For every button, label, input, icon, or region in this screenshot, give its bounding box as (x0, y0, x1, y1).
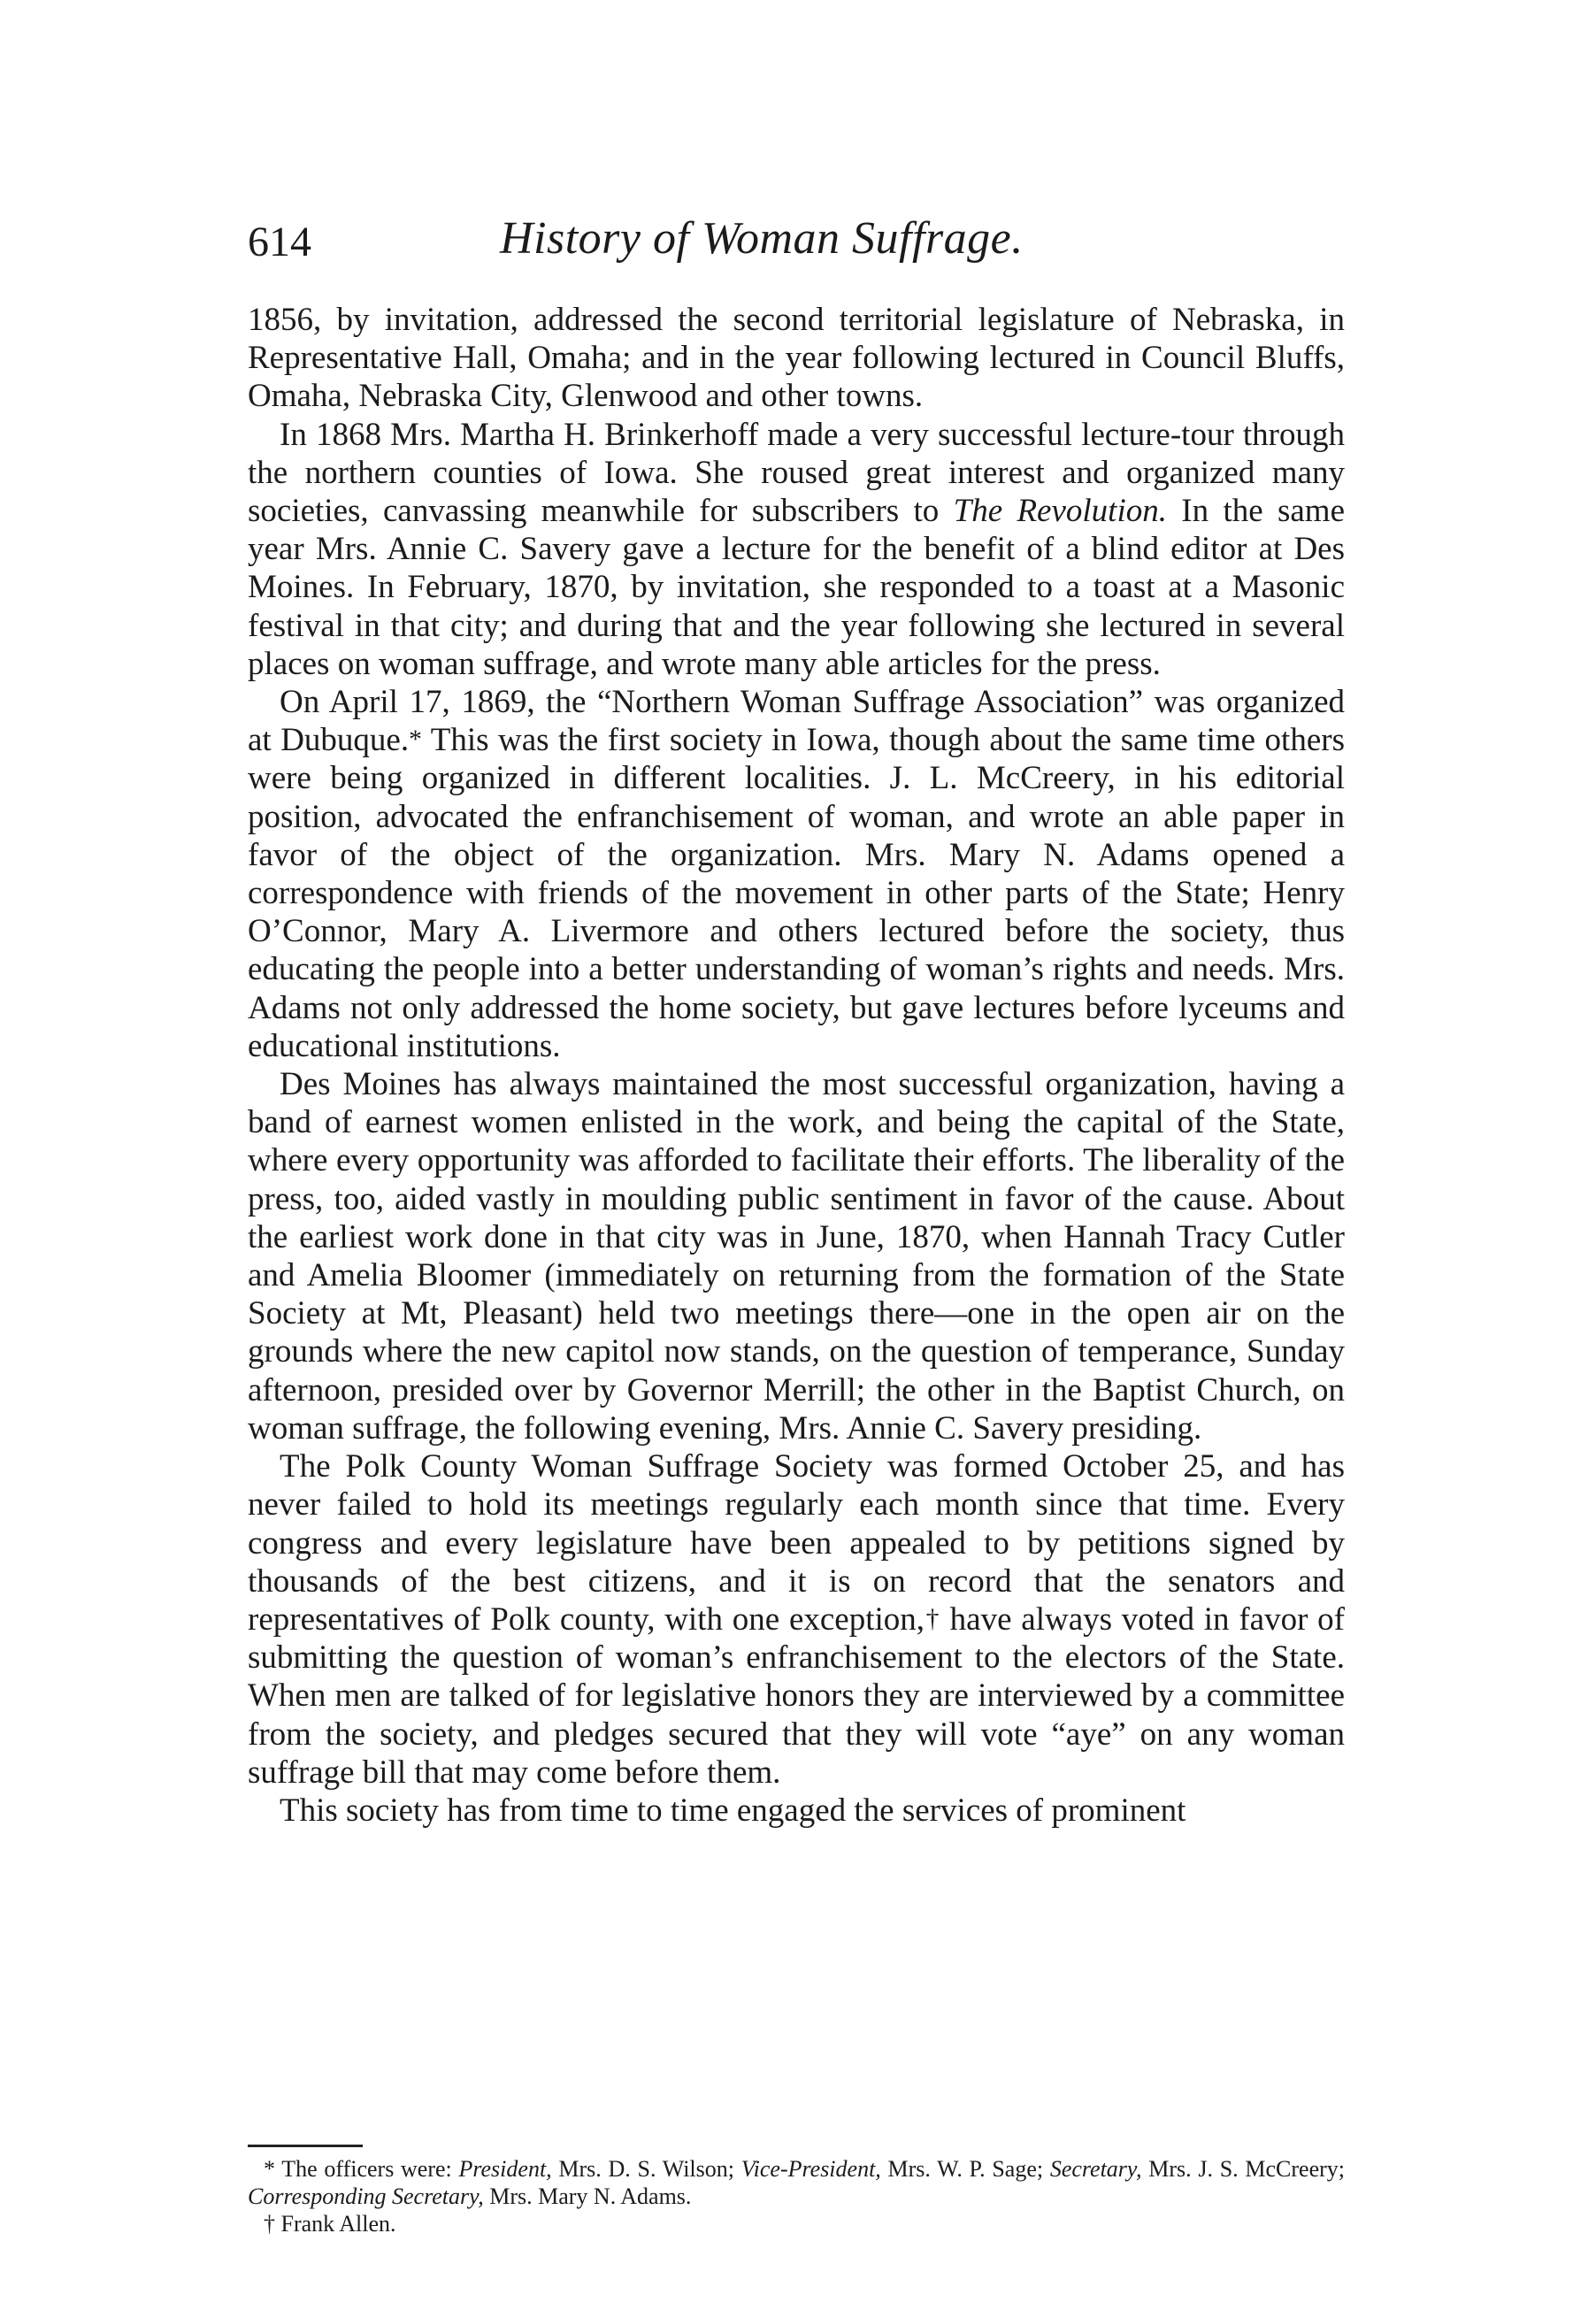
paragraph-2-italic-title: The Revolution. (953, 493, 1167, 530)
running-title: History of Woman Suffrage. (500, 213, 1024, 264)
footnote-1-intro: The officers were: (275, 2156, 459, 2182)
footnote-1-role-secretary: Secretary, (1049, 2156, 1142, 2182)
footnote-marker-asterisk: * (409, 725, 422, 755)
footnote-1-role-corresponding-secretary: Corresponding Secretary, (248, 2183, 484, 2209)
paragraph-3 (248, 683, 1345, 1065)
paragraph-4 (248, 1065, 1345, 1447)
footnote-2-marker: † (264, 2211, 275, 2237)
footnote-1-role-vice-president: Vice-President, (740, 2156, 881, 2182)
footnote-1-role-president: President, (458, 2156, 552, 2182)
paragraph-2 (248, 416, 1345, 683)
paragraph-4-text: Des Moines has always maintained the most successful organization, having a band of earnest women enlisted in the work, and being the capital of the State, where every opportunity was afforded to facilitate their efforts. The liberality of the press, too, aided vastly in moulding public sentiment in favor of the cause. About the earliest work done in that city was in June, 1870, when Hannah Tracy Cutler and Amelia Bloomer (immediately on returning from the formation of the State Society at Mt, Pleasant) held two meetings there—one in the open air on the grounds where the new capitol now stands, on the question of temperance, Sunday afternoon, presided over by Governor Merrill; the other in the Baptist Church, on woman suffrage, the following evening, Mrs. Annie C. Savery presiding. (248, 1066, 1345, 1447)
paragraph-6-text: This society has from time to time engaged the services of prominent (280, 1792, 1186, 1829)
paragraph-2-text-b: In the same year Mrs. Annie C. Savery gave a lecture for the benefit of a blind editor at Des Moines. In February, 1870, by invitation, she responded to a toast at a Masonic festival in that city; and during that and the year following she lectured in several places on woman suffrage, and wrote many able articles for the press. (248, 493, 1345, 682)
paragraph-1 (248, 301, 1345, 416)
paragraph-5-text-b: have always voted in favor of submitting the question of woman’s enfranchisement to the electors of the State. When men are talked of for legislative honors they are interviewed by a committee from the society, and pledges secured that they will vote “aye” on any woman suffrage bill that may come before them. (248, 1600, 1345, 1791)
page-number: 614 (248, 219, 311, 265)
footnote-1-name-secretary: Mrs. J. S. McCreery; (1141, 2156, 1346, 2182)
paragraph-1-text: 1856, by invitation, addressed the second territorial legislature of Nebraska, in Representative Hall, Omaha; and in the year following lectured in Council Bluffs, Omaha, Nebraska City, Glenwood and other towns. (248, 302, 1345, 415)
paragraph-3-text-a: On April 17, 1869, the “Northern Woman Suffrage Association” was organized at Dubuque. (248, 684, 1345, 759)
footnote-1-marker: * (264, 2156, 275, 2182)
body-text (248, 301, 1345, 1830)
footnote-1 (248, 2155, 1345, 2210)
footnote-1-name-president: Mrs. D. S. Wilson; (551, 2156, 741, 2182)
paragraph-2-text-a: In 1868 Mrs. Martha H. Brinkerhoff made a very successful lecture-tour through the northern counties of Iowa. She roused great interest and organized many societies, canvassing meanwhile for subscribers to (248, 416, 1345, 530)
paragraph-5 (248, 1447, 1345, 1792)
footnote-marker-dagger: † (925, 1604, 940, 1633)
paragraph-5-text-a: The Polk County Woman Suffrage Society was formed October 25, and has never failed to hold its meetings regularly each month since that time. Every congress and every legislature have been appealed to by petitions signed by thousands of the best citizens, and it is on record that the senators and representatives of Polk county, with one exception, (248, 1448, 1345, 1638)
footnote-divider (248, 2145, 363, 2147)
footnotes (248, 2155, 1345, 2237)
footnote-1-name-corresponding-secretary: Mrs. Mary N. Adams. (483, 2183, 692, 2209)
paragraph-3-text-b: This was the first society in Iowa, though about the same time others were being organized in different localities. J. L. McCreery, in his editorial position, advocated the enfranchisement of woman, and wrote an able paper in favor of the object of the organization. Mrs. Mary N. Adams opened a correspondence with friends of the movement in other parts of the State; Henry O’Connor, Mary A. Livermore and others lectured before the society, thus educating the people into a better understanding of woman’s rights and needs. Mrs. Adams not only addressed the home society, but gave lectures before lyceums and educational institutions. (248, 722, 1345, 1064)
paragraph-6 (248, 1792, 1345, 1830)
page-header (248, 211, 1345, 281)
footnote-2 (248, 2210, 1345, 2237)
footnote-2-text: Frank Allen. (280, 2211, 396, 2237)
footnote-1-name-vice-president: Mrs. W. P. Sage; (880, 2156, 1050, 2182)
